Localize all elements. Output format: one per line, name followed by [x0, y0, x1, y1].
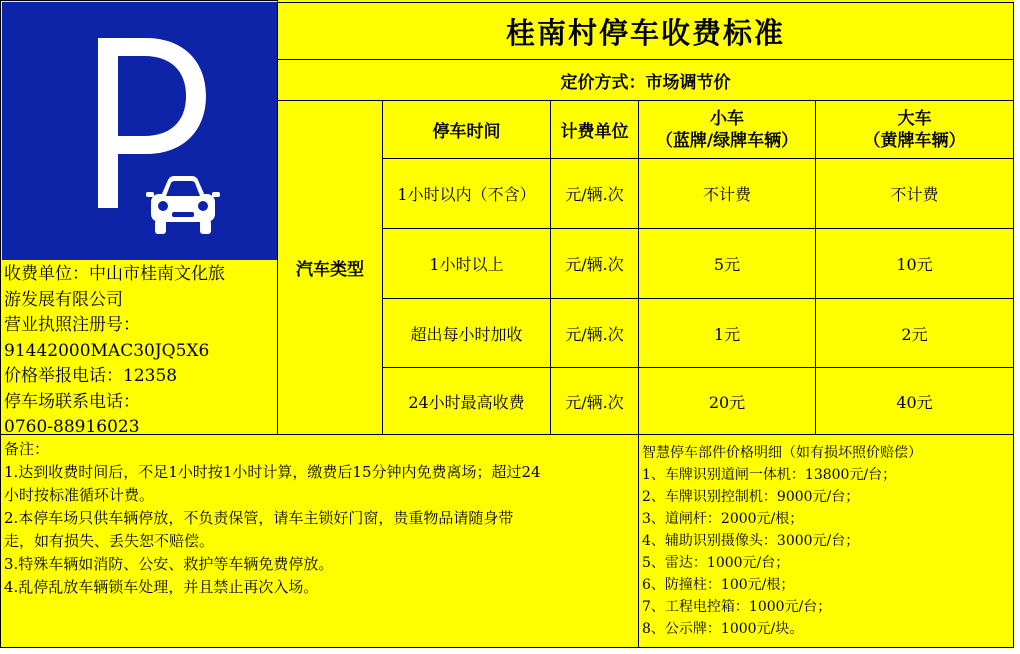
info-line: 停车场联系电话：: [4, 391, 140, 412]
header-unit: 计费单位: [550, 100, 639, 159]
header-small-line1: 小车: [710, 108, 744, 129]
parts-line: 8、公示牌：1000元/块。: [642, 621, 804, 637]
notes: [4, 438, 636, 599]
notes-line: 4.乱停乱放车辆锁车处理，并且禁止再次入场。: [4, 578, 319, 596]
parts-line: 7、工程电控箱：1000元/台；: [642, 599, 832, 615]
parts-line: 3、道闸杆：2000元/根；: [642, 511, 804, 527]
row3-unit: 元/辆.次: [550, 298, 639, 368]
header-time: 停车时间: [382, 100, 551, 159]
header-large-line2: （黄牌车辆）: [863, 130, 966, 151]
header-small-car: [638, 100, 816, 159]
row3-small: 1元: [638, 298, 816, 368]
header-large-line1: 大车: [897, 108, 932, 129]
notes-line: 2.本停车场只供车辆停放，不负责保管，请车主锁好门窗，贵重物品请随身带: [4, 509, 514, 527]
parts-line: 4、辅助识别摄像头：3000元/台；: [642, 533, 860, 549]
info-line: 0760-88916023: [4, 417, 140, 437]
info-line: 收费单位：中山市桂南文化旅: [4, 264, 225, 284]
page-title: 桂南村停车收费标准: [277, 2, 1014, 60]
row4-time: 24小时最高收费: [382, 367, 551, 435]
row2-large: 10元: [815, 228, 1014, 299]
notes-line: 备注：: [4, 440, 50, 458]
row1-large: 不计费: [815, 158, 1014, 229]
row4-unit: 元/辆.次: [550, 367, 639, 435]
parts-line: 5、雷达：1000元/台；: [642, 555, 790, 571]
vehicle-type-label: 汽车类型: [277, 100, 383, 435]
notes-line: 小时按标准循环计费。: [4, 486, 155, 504]
info-line: 91442000MAC30JQ5X6: [4, 340, 210, 361]
parts-line: 智慧停车部件价格明细（如有损坏照价赔偿）: [642, 445, 922, 461]
parts-line: 2、车牌识别控制机：9000元/台；: [642, 489, 860, 505]
parts-price-list: [642, 442, 1012, 640]
info-border: [0, 0, 278, 435]
row3-time: 超出每小时加收: [382, 298, 551, 368]
row3-large: 2元: [815, 298, 1014, 368]
row4-small: 20元: [638, 367, 816, 435]
header-large-car: [815, 100, 1014, 159]
notes-line: 1.达到收费时间后，不足1小时按1小时计算，缴费后15分钟内免费离场；超过24: [4, 463, 541, 481]
notes-line: 走，如有损失、丢失恕不赔偿。: [4, 532, 215, 550]
row1-unit: 元/辆.次: [550, 158, 639, 229]
info-line: 游发展有限公司: [4, 289, 123, 310]
row2-time: 1小时以上: [382, 228, 551, 299]
header-small-line2: （蓝牌/绿牌车辆）: [655, 130, 799, 151]
row1-time: 1小时以内（不含）: [382, 158, 551, 229]
info-line: 营业执照注册号：: [4, 315, 140, 335]
info-line: 价格举报电话：12358: [4, 366, 178, 386]
parts-line: 1、车牌识别道闸一体机：13800元/台；: [642, 467, 897, 483]
row4-large: 40元: [815, 367, 1014, 435]
pricing-method: 定价方式：市场调节价: [277, 59, 1014, 101]
row1-small: 不计费: [638, 158, 816, 229]
row2-small: 5元: [638, 228, 816, 299]
parts-line: 6、防撞柱：100元/根；: [642, 577, 795, 593]
row2-unit: 元/辆.次: [550, 228, 639, 299]
notes-line: 3.特殊车辆如消防、公安、救护等车辆免费停放。: [4, 555, 334, 573]
